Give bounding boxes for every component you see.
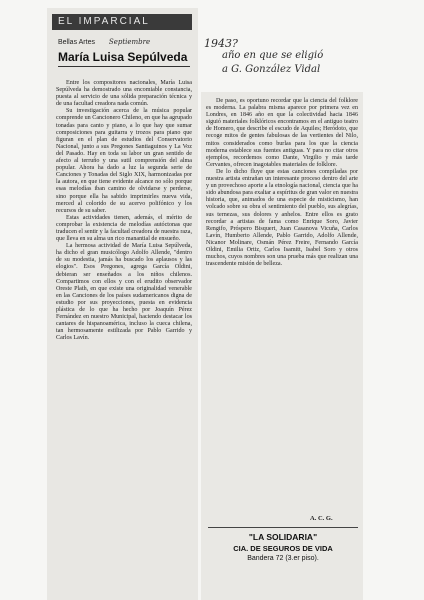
ad-company: CIA. DE SEGUROS DE VIDA	[233, 544, 333, 553]
ad-address: Bandera 72 (3.er piso).	[247, 555, 319, 562]
handwritten-note-line: a G. González Vidal	[222, 64, 321, 75]
section-name: Bellas Artes	[58, 39, 95, 46]
headline-rule	[58, 66, 190, 67]
article-paragraph: Su investigación acerca de la música popular comprende un Cancionero Chileno, en que ha agrupado tonadas para canto y piano, a lo que hay que sumar composiciones para guitarra y trozos para piano que figuran en el plan de estudios del Conservatorio Nacional, junto a sus Pregones Santiaguinos y La Voz del Pasado. Hay en toda su labor un gran sentido de afecto al terruño y una sutil comprensión del alma popular. Ahora ha dado a luz la segunda serie de Canciones y Tonadas del Siglo XIX, harmonizadas por la autora, en que tiene evidente alcance no sólo porque esas melodías iban camino de olvidarse y perderse, sino porque ella ha sabido imprimirles nueva vida, merced al colorido de su acervo polifónico y los recursos de su saber.	[56, 108, 192, 214]
handwritten-year: 1943?	[204, 37, 238, 50]
article-paragraph: Estas actividades tienen, además, el mérito de comprobar la existencia de melodías autóctonas que traducen el sentir y la facultad creadora de nuestra raza, que lleva en su alma un rico manantial de ensueño.	[56, 214, 192, 243]
article-right-column	[206, 98, 358, 268]
handwritten-note-line: año en que se eligió	[222, 50, 324, 61]
article-signature: A. C. G.	[310, 515, 333, 522]
newspaper-masthead: EL IMPARCIAL	[52, 14, 192, 30]
article-paragraph: De paso, es oportuno recordar que la ciencia del folklore es moderna. La palabra misma aparece por primera vez en Londres, en 1846 año en que la colectividad hacia 1846 siguió materiales folklóricos encontramos en el antiguo teatro de Homero, que describe el escudo de Aquiles; Heródoto, que recoge mitos de gentes fabulosas de las vertientes del Nilo, mitos considerados como burlas para los que la ciencia moderna establece sus fuentes antiguas. Y para no citar otros ejemplos, recordemos como Dante, Virgilio y más tarde Cervantes, ofrecen inagotables materiales de folklore.	[206, 98, 358, 168]
section-handwritten-date: Septiembre	[108, 38, 151, 46]
ad-name: "LA SOLIDARIA"	[248, 532, 318, 542]
article-left-column	[56, 80, 192, 342]
article-paragraph: La hermosa actividad de María Luisa Sepúlveda, ha dicho el gran musicólogo Adolfo Allende, "dentro de su modestia, jamás ha buscado los aplausos y las elogios". Esos Pregones, agrega García Oldini, debieran ser enseñados a los niños chilenos. Compartimos con ellos y con el erudito observador Oreste Plath, en que existe una originalidad venerable en las Canciones de los países sudamericanos digna de estudio por sus proyecciones, puesta en evidencia plástica de lo que ha hecho por Joaquín Pérez Fernández en nuestro Municipal, haciendo destacar los cantares de hispanoamérica, incluso la cueca chilena, tan hermosamente estilizada por Pablo Garrido y Carlos Lavín.	[56, 243, 192, 342]
ad-rule	[208, 527, 358, 528]
section-label	[58, 38, 150, 46]
article-headline: María Luisa Sepúlveda	[58, 50, 188, 64]
article-paragraph: De lo dicho fluye que estas canciones compiladas por nuestra artista entrañan un interesante proceso dentro del arte y un provechoso aporte a la etnología nacional, ciencia que ha sido abundosa para exaltar a espíritus de gran valor en nuestra historia, que, animados de una especie de misticismo, han volcado sobre su obra el sentimiento del pueblo, sus alegrías, sus ternezas, sus dolores y anhelos. Entre ellos es grato recordar a artistas de fama como Enrique Soro, Javier Rengifo, Próspero Bisquert, Juan Casanova Vicuña, Carlos Lavín, Humberto Allende, Pablo Garrido, Adolfo Allende, Nicanor Molinare, Osmán Pérez Freire, Fernando García Oldini, Emilia Ortiz, Carlos Isamitt, Isabel Soro y otros muchos, cuyos nombres son una prueba más que realizan una trascendente misión de belleza.	[206, 168, 358, 268]
article-paragraph: Entre los compositores nacionales, María Luisa Sepúlveda ha demostrado una encomiable constancia, puesta al servicio de una sólida preparación técnica y de una facultad creadora nada común.	[56, 80, 192, 108]
